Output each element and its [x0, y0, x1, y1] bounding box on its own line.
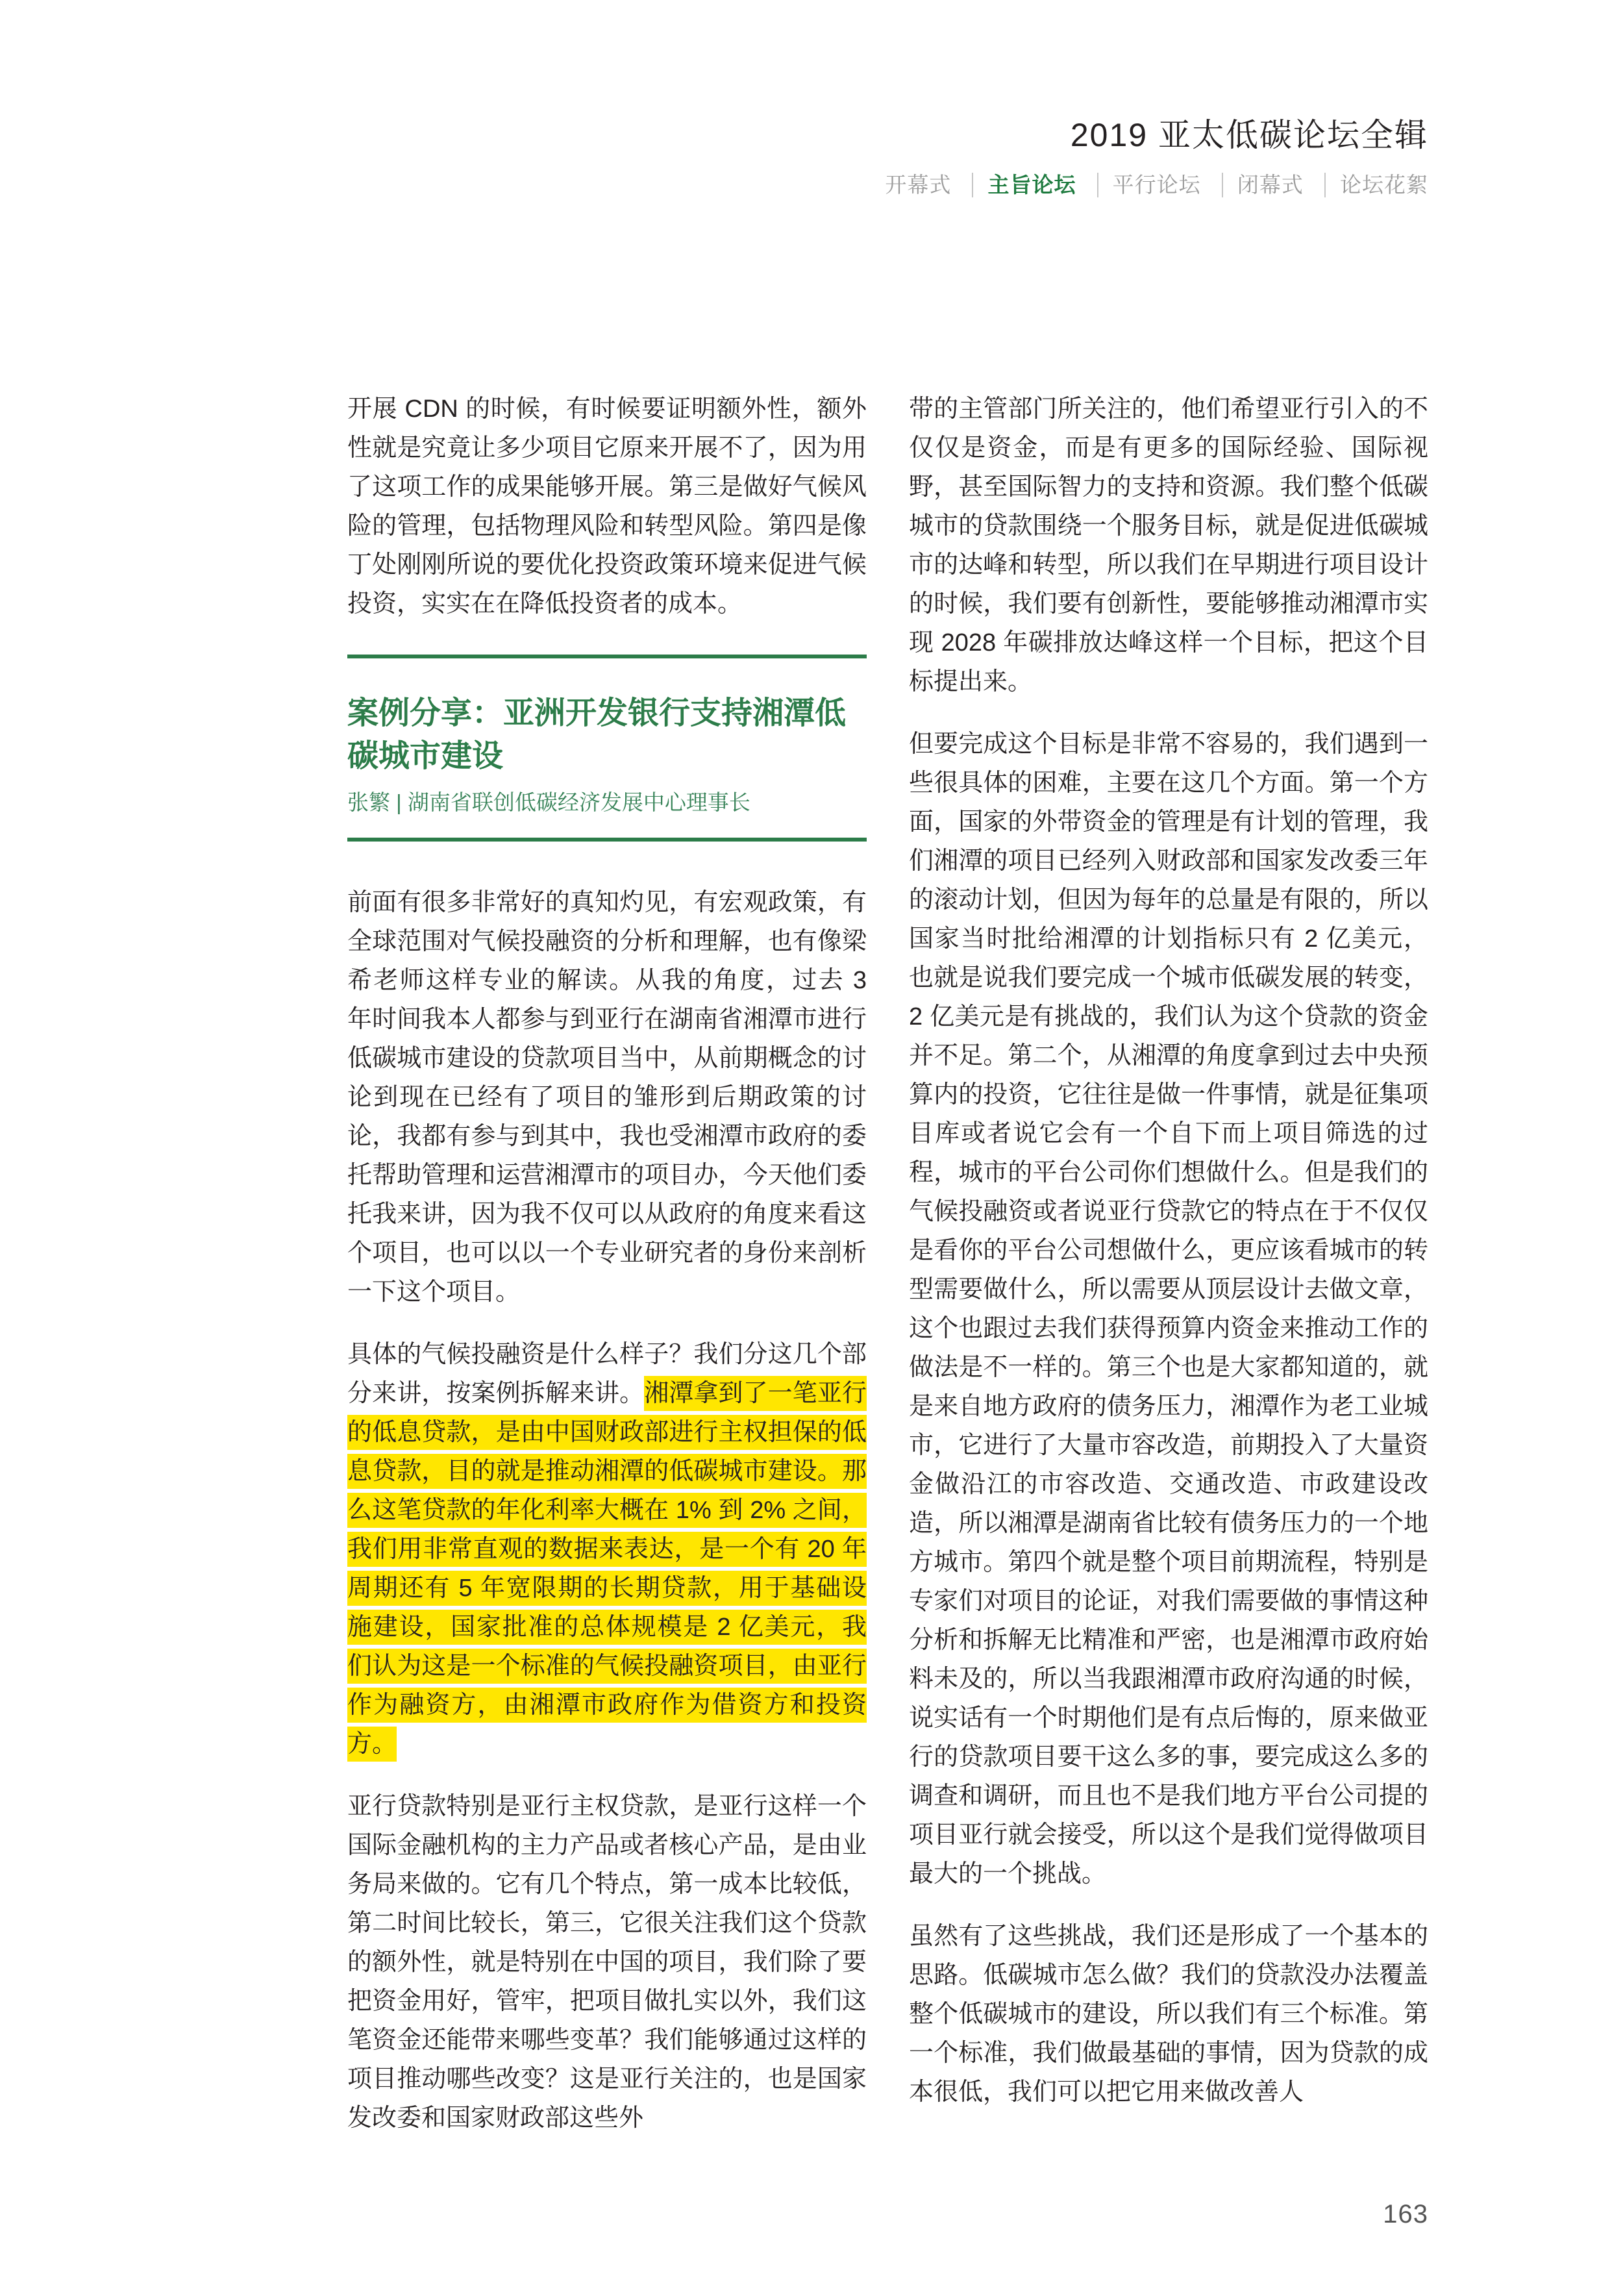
section-divider-rule-top	[347, 655, 867, 658]
forum-section-nav	[871, 173, 1428, 197]
body-paragraph: 虽然有了这些挑战，我们还是形成了一个基本的思路。低碳城市怎么做？我们的贷款没办法覆盖整个低碳城市的建设，所以我们有三个标准。第一个标准，我们做最基础的事情，因为贷款的成本很低，我们可以把它用来做改善人	[909, 1923, 1428, 2106]
page-header	[871, 109, 1428, 197]
section-divider-rule-bottom	[347, 838, 867, 842]
tab-opening-ceremony[interactable]: 开幕式	[885, 173, 952, 197]
right-column	[909, 390, 1428, 2138]
tab-parallel-forum[interactable]: 平行论坛	[1097, 173, 1215, 197]
body-paragraph: 亚行贷款特别是亚行主权贷款，是亚行这样一个国际金融机构的主力产品或者核心产品，是由业务局来做的。它有几个特点，第一成本比较低，第二时间比较长，第三，它很关注我们这个贷款的额外性，就是特别在中国的项目，我们除了要把资金用好，管牢，把项目做扎实以外，我们这笔资金还能带来哪些变革？我们能够通过这样的项目推动哪些改变？这是亚行关注的，也是国家发改委和国家财政部这些外	[347, 1793, 867, 2132]
page-number: 163	[1383, 2200, 1428, 2228]
section-title: 案例分享：亚洲开发银行支持湘潭低碳城市建设	[347, 696, 847, 773]
tab-closing-ceremony[interactable]: 闭幕式	[1222, 173, 1318, 197]
highlighted-text: 湘潭拿到了一笔亚行的低息贷款，是由中国财政部进行主权担保的低息贷款，目的就是推动湘潭的低碳城市建设。那么这笔贷款的年化利率大概在 1% 到 2% 之间，我们用非常直观的数据来表达，是一个有 20 年周期还有 5 年宽限期的长期贷款，用于基础设施建设，国家批准的总体规模是 2 亿美元，我们认为这是一个标准的气候投融资项目，由亚行作为融资方，由湘潭市政府作为借资方和投资方。	[347, 1376, 867, 1762]
book-title: 2019 亚太低碳论坛全辑	[1070, 117, 1428, 153]
body-paragraph: 前面有很多非常好的真知灼见，有宏观政策，有全球范围对气候投融资的分析和理解，也有像梁希老师这样专业的解读。从我的角度，过去 3 年时间我本人都参与到亚行在湖南省湘潭市进行低碳城市建设的贷款项目当中，从前期概念的讨论到现在已经有了项目的雏形到后期政策的讨论，我都有参与到其中，我也受湘潭市政府的委托帮助管理和运营湘潭市的项目办，今天他们委托我来讲，因为我不仅可以从政府的角度来看这个项目，也可以以一个专业研究者的身份来剖析一下这个项目。	[347, 889, 867, 1306]
tab-forum-highlights[interactable]: 论坛花絮	[1324, 173, 1428, 197]
body-paragraph: 但要完成这个目标是非常不容易的，我们遇到一些很具体的困难，主要在这几个方面。第一个方面，国家的外带资金的管理是有计划的管理，我们湘潭的项目已经列入财政部和国家发改委三年的滚动计划，但因为每年的总量是有限的，所以国家当时批给湘潭的计划指标只有 2 亿美元，也就是说我们要完成一个城市低碳发展的转变，2 亿美元是有挑战的，我们认为这个贷款的资金并不足。第二个，从湘潭的角度拿到过去中央预算内的投资，它往往是做一件事情，就是征集项目库或者说它会有一个自下而上项目筛选的过程，城市的平台公司你们想做什么。但是我们的气候投融资或者说亚行贷款它的特点在于不仅仅是看你的平台公司想做什么，更应该看城市的转型需要做什么，所以需要从顶层设计去做文章，这个也跟过去我们获得预算内资金来推动工作的做法是不一样的。第三个也是大家都知道的，就是来自地方政府的债务压力，湘潭作为老工业城市，它进行了大量市容改造，前期投入了大量资金做沿江的市容改造、交通改造、市政建设改造，所以湘潭是湖南省比较有债务压力的一个地方城市。第四个就是整个项目前期流程，特别是专家们对项目的论证，对我们需要做的事情这种分析和拆解无比精准和严密，也是湘潭市政府始料未及的，所以当我跟湘潭市政府沟通的时候，说实话有一个时期他们是有点后悔的，原来做亚行的贷款项目要干这么多的事，要完成这么多的调查和调研，而且也不是我们地方平台公司提的项目亚行就会接受，所以这个是我们觉得做项目最大的一个挑战。	[909, 730, 1428, 1888]
body-paragraph-with-highlight	[347, 1335, 867, 1764]
tab-keynote-forum[interactable]: 主旨论坛	[972, 173, 1090, 197]
body-paragraph: 带的主管部门所关注的，他们希望亚行引入的不仅仅是资金，而是有更多的国际经验、国际视野，甚至国际智力的支持和资源。我们整个低碳城市的贷款围绕一个服务目标，就是促进低碳城市的达峰和转型，所以我们在早期进行项目设计的时候，我们要有创新性，要能够推动湘潭市实现 2028 年碳排放达峰这样一个目标，把这个目标提出来。	[909, 395, 1428, 695]
left-column	[347, 390, 867, 2138]
paragraph-lead-text: 具体的气候投融资是什么样子？我们分这几个部分来讲，按案例拆解来讲。	[347, 1341, 867, 1407]
body-paragraph: 开展 CDN 的时候，有时候要证明额外性，额外性就是究竟让多少项目它原来开展不了，因为用了这项工作的成果能够开展。第三是做好气候风险的管理，包括物理风险和转型风险。第四是像丁处刚刚所说的要优化投资政策环境来促进气候投资，实实在在降低投资者的成本。	[347, 395, 867, 618]
speaker-byline: 张繁 | 湖南省联创低碳经济发展中心理事长	[347, 790, 750, 814]
two-column-text	[347, 390, 1428, 2138]
